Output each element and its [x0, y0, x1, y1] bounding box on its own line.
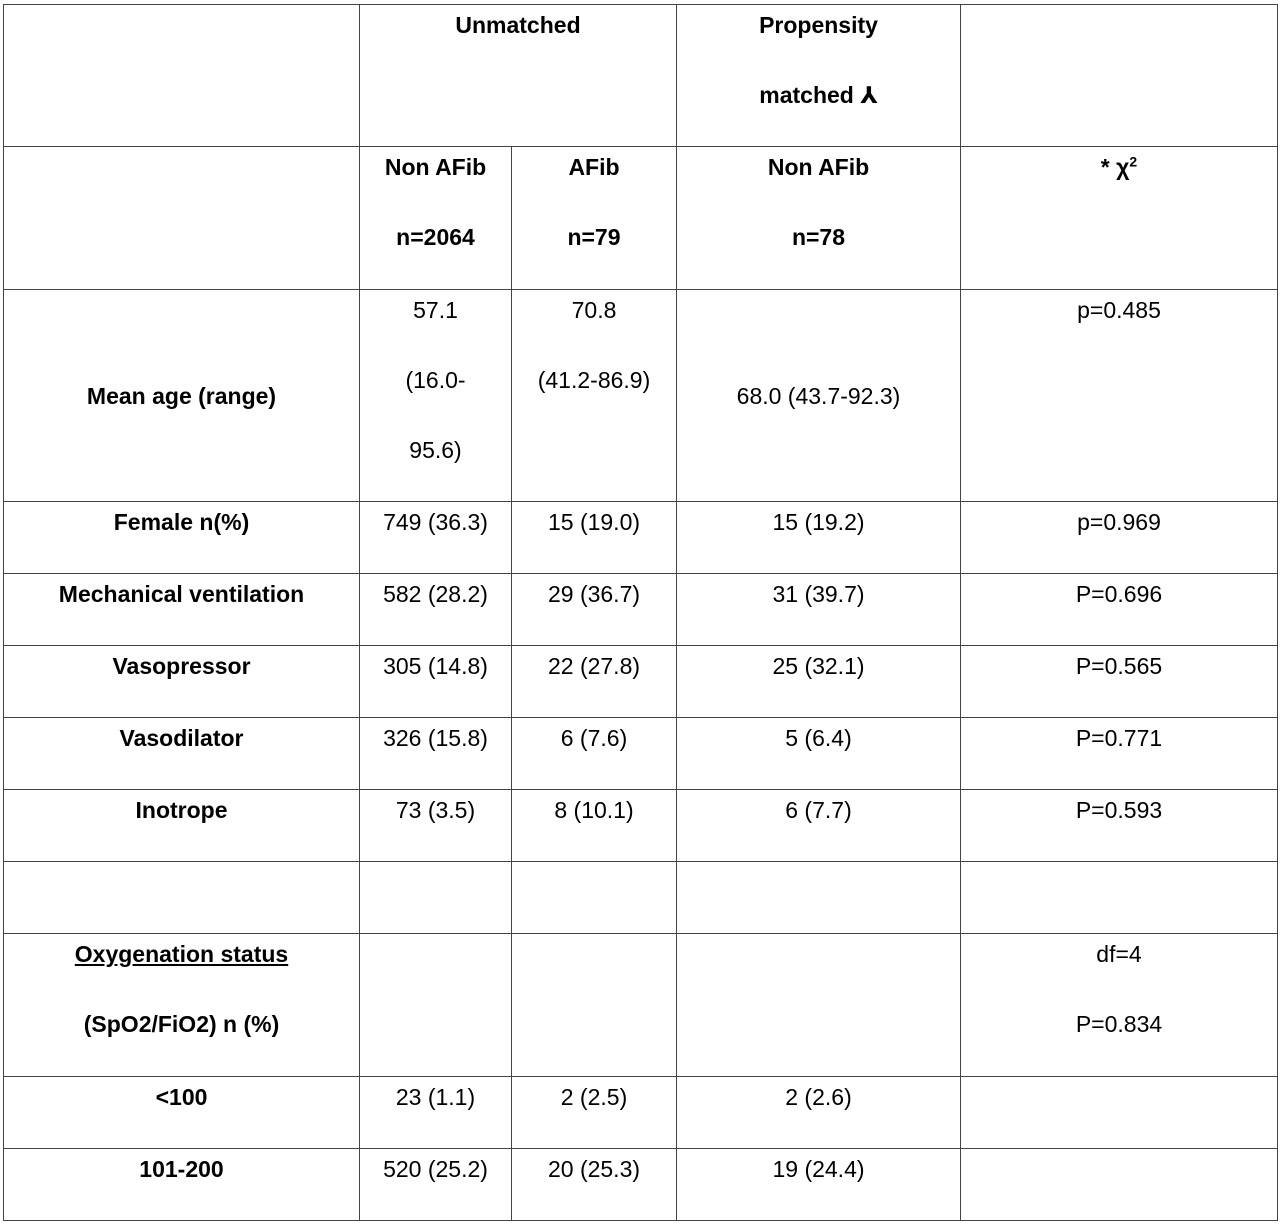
group-unmatched-label: Unmatched [455, 12, 581, 38]
col-afib-header [512, 147, 677, 290]
group-matched-line2: matched [759, 82, 854, 108]
corner-cell [4, 5, 360, 147]
age-non-afib-l3: 95.6) [409, 437, 462, 463]
row-label-vasodilator: Vasodilator [4, 718, 360, 790]
cell-101-200-afib: 20 (25.3) [512, 1149, 677, 1221]
cell-age-non-afib [360, 290, 512, 502]
row-label-vasopressor: Vasopressor [4, 646, 360, 718]
empty-cell [512, 862, 677, 934]
age-non-afib-l1: 57.1 [413, 297, 458, 323]
cell-inotrope-afib: 8 (10.1) [512, 790, 677, 862]
cell-vasopressor-non-afib: 305 (14.8) [360, 646, 512, 718]
group-matched-line1: Propensity [759, 12, 878, 38]
row-label-lt100: <100 [4, 1077, 360, 1149]
empty-row [4, 862, 1278, 934]
col-afib-label: AFib [568, 154, 620, 180]
cell-mech-non-afib: 582 (28.2) [360, 574, 512, 646]
col-stat-sup: 2 [1129, 153, 1138, 170]
group-matched-line2-wrap [683, 75, 954, 115]
cell-lt100-p [961, 1077, 1278, 1149]
empty-cell [677, 862, 961, 934]
table-row [4, 718, 1278, 790]
row-label-age: Mean age (range) [4, 290, 360, 502]
cell-age-p: p=0.485 [961, 290, 1278, 502]
table-row [4, 574, 1278, 646]
table-row [4, 790, 1278, 862]
label-header-cell [4, 147, 360, 290]
stat-group-cell [961, 5, 1278, 147]
cell-female-afib: 15 (19.0) [512, 502, 677, 574]
cell-vasopressor-p: P=0.565 [961, 646, 1278, 718]
col-stat-header [961, 147, 1278, 290]
age-afib-l2: (41.2-86.9) [537, 367, 651, 393]
cell-mech-p: P=0.696 [961, 574, 1278, 646]
row-label-mech: Mechanical ventilation [4, 574, 360, 646]
row-label-inotrope: Inotrope [4, 790, 360, 862]
cell-female-non-afib: 749 (36.3) [360, 502, 512, 574]
col-non-afib-label: Non AFib [384, 154, 487, 180]
row-label-101-200: 101-200 [4, 1149, 360, 1221]
col-non-afib-n: n=2064 [396, 224, 475, 250]
cell-female-matched: 15 (19.2) [677, 502, 961, 574]
table-row [4, 502, 1278, 574]
table-row [4, 290, 1278, 502]
cell-mech-afib: 29 (36.7) [512, 574, 677, 646]
cell-lt100-non-afib: 23 (1.1) [360, 1077, 512, 1149]
cell-lt100-afib: 2 (2.5) [512, 1077, 677, 1149]
cell-age-matched: 68.0 (43.7-92.3) [677, 290, 961, 502]
cell-vasodilator-matched: 5 (6.4) [677, 718, 961, 790]
row-label-female: Female n(%) [4, 502, 360, 574]
empty-cell [360, 862, 512, 934]
cell-101-200-matched: 19 (24.4) [677, 1149, 961, 1221]
table-row [4, 646, 1278, 718]
comparison-table [3, 4, 1278, 1221]
age-afib-l1: 70.8 [571, 297, 617, 323]
group-header-row [4, 5, 1278, 147]
empty-cell [961, 862, 1278, 934]
table-row [4, 934, 1278, 1077]
cell-oxy-stat [961, 934, 1278, 1077]
col-matched-non-afib-n: n=78 [791, 224, 846, 250]
oxy-df: df=4 [1096, 941, 1142, 967]
oxy-p: P=0.834 [1075, 1011, 1163, 1037]
matched-mark-icon: ⅄ [860, 82, 878, 108]
cell-lt100-matched: 2 (2.6) [677, 1077, 961, 1149]
cell-vasodilator-p: P=0.771 [961, 718, 1278, 790]
empty-cell [4, 862, 360, 934]
cell-female-p: p=0.969 [961, 502, 1278, 574]
cell-vasodilator-afib: 6 (7.6) [512, 718, 677, 790]
empty-cell [512, 934, 677, 1077]
cell-101-200-non-afib: 520 (25.2) [360, 1149, 512, 1221]
col-stat-label: * χ [1100, 154, 1130, 180]
empty-cell [677, 934, 961, 1077]
oxygenation-subheading: (SpO2/FiO2) n (%) [83, 1011, 280, 1037]
column-header-row [4, 147, 1278, 290]
cell-vasodilator-non-afib: 326 (15.8) [360, 718, 512, 790]
cell-age-afib [512, 290, 677, 502]
cell-mech-matched: 31 (39.7) [677, 574, 961, 646]
oxygenation-heading: Oxygenation status [74, 941, 289, 967]
col-non-afib-header [360, 147, 512, 290]
cell-101-200-p [961, 1149, 1278, 1221]
cell-vasopressor-afib: 22 (27.8) [512, 646, 677, 718]
age-non-afib-l2: (16.0- [405, 367, 466, 393]
cell-vasopressor-matched: 25 (32.1) [677, 646, 961, 718]
table-row [4, 1077, 1278, 1149]
empty-cell [360, 934, 512, 1077]
cell-inotrope-p: P=0.593 [961, 790, 1278, 862]
group-propensity-matched [677, 5, 961, 147]
col-afib-n: n=79 [567, 224, 621, 250]
col-matched-non-afib-header [677, 147, 961, 290]
group-unmatched [360, 5, 677, 147]
cell-inotrope-non-afib: 73 (3.5) [360, 790, 512, 862]
cell-inotrope-matched: 6 (7.7) [677, 790, 961, 862]
row-label-oxygenation [4, 934, 360, 1077]
col-matched-non-afib-label: Non AFib [767, 154, 870, 180]
table-row [4, 1149, 1278, 1221]
